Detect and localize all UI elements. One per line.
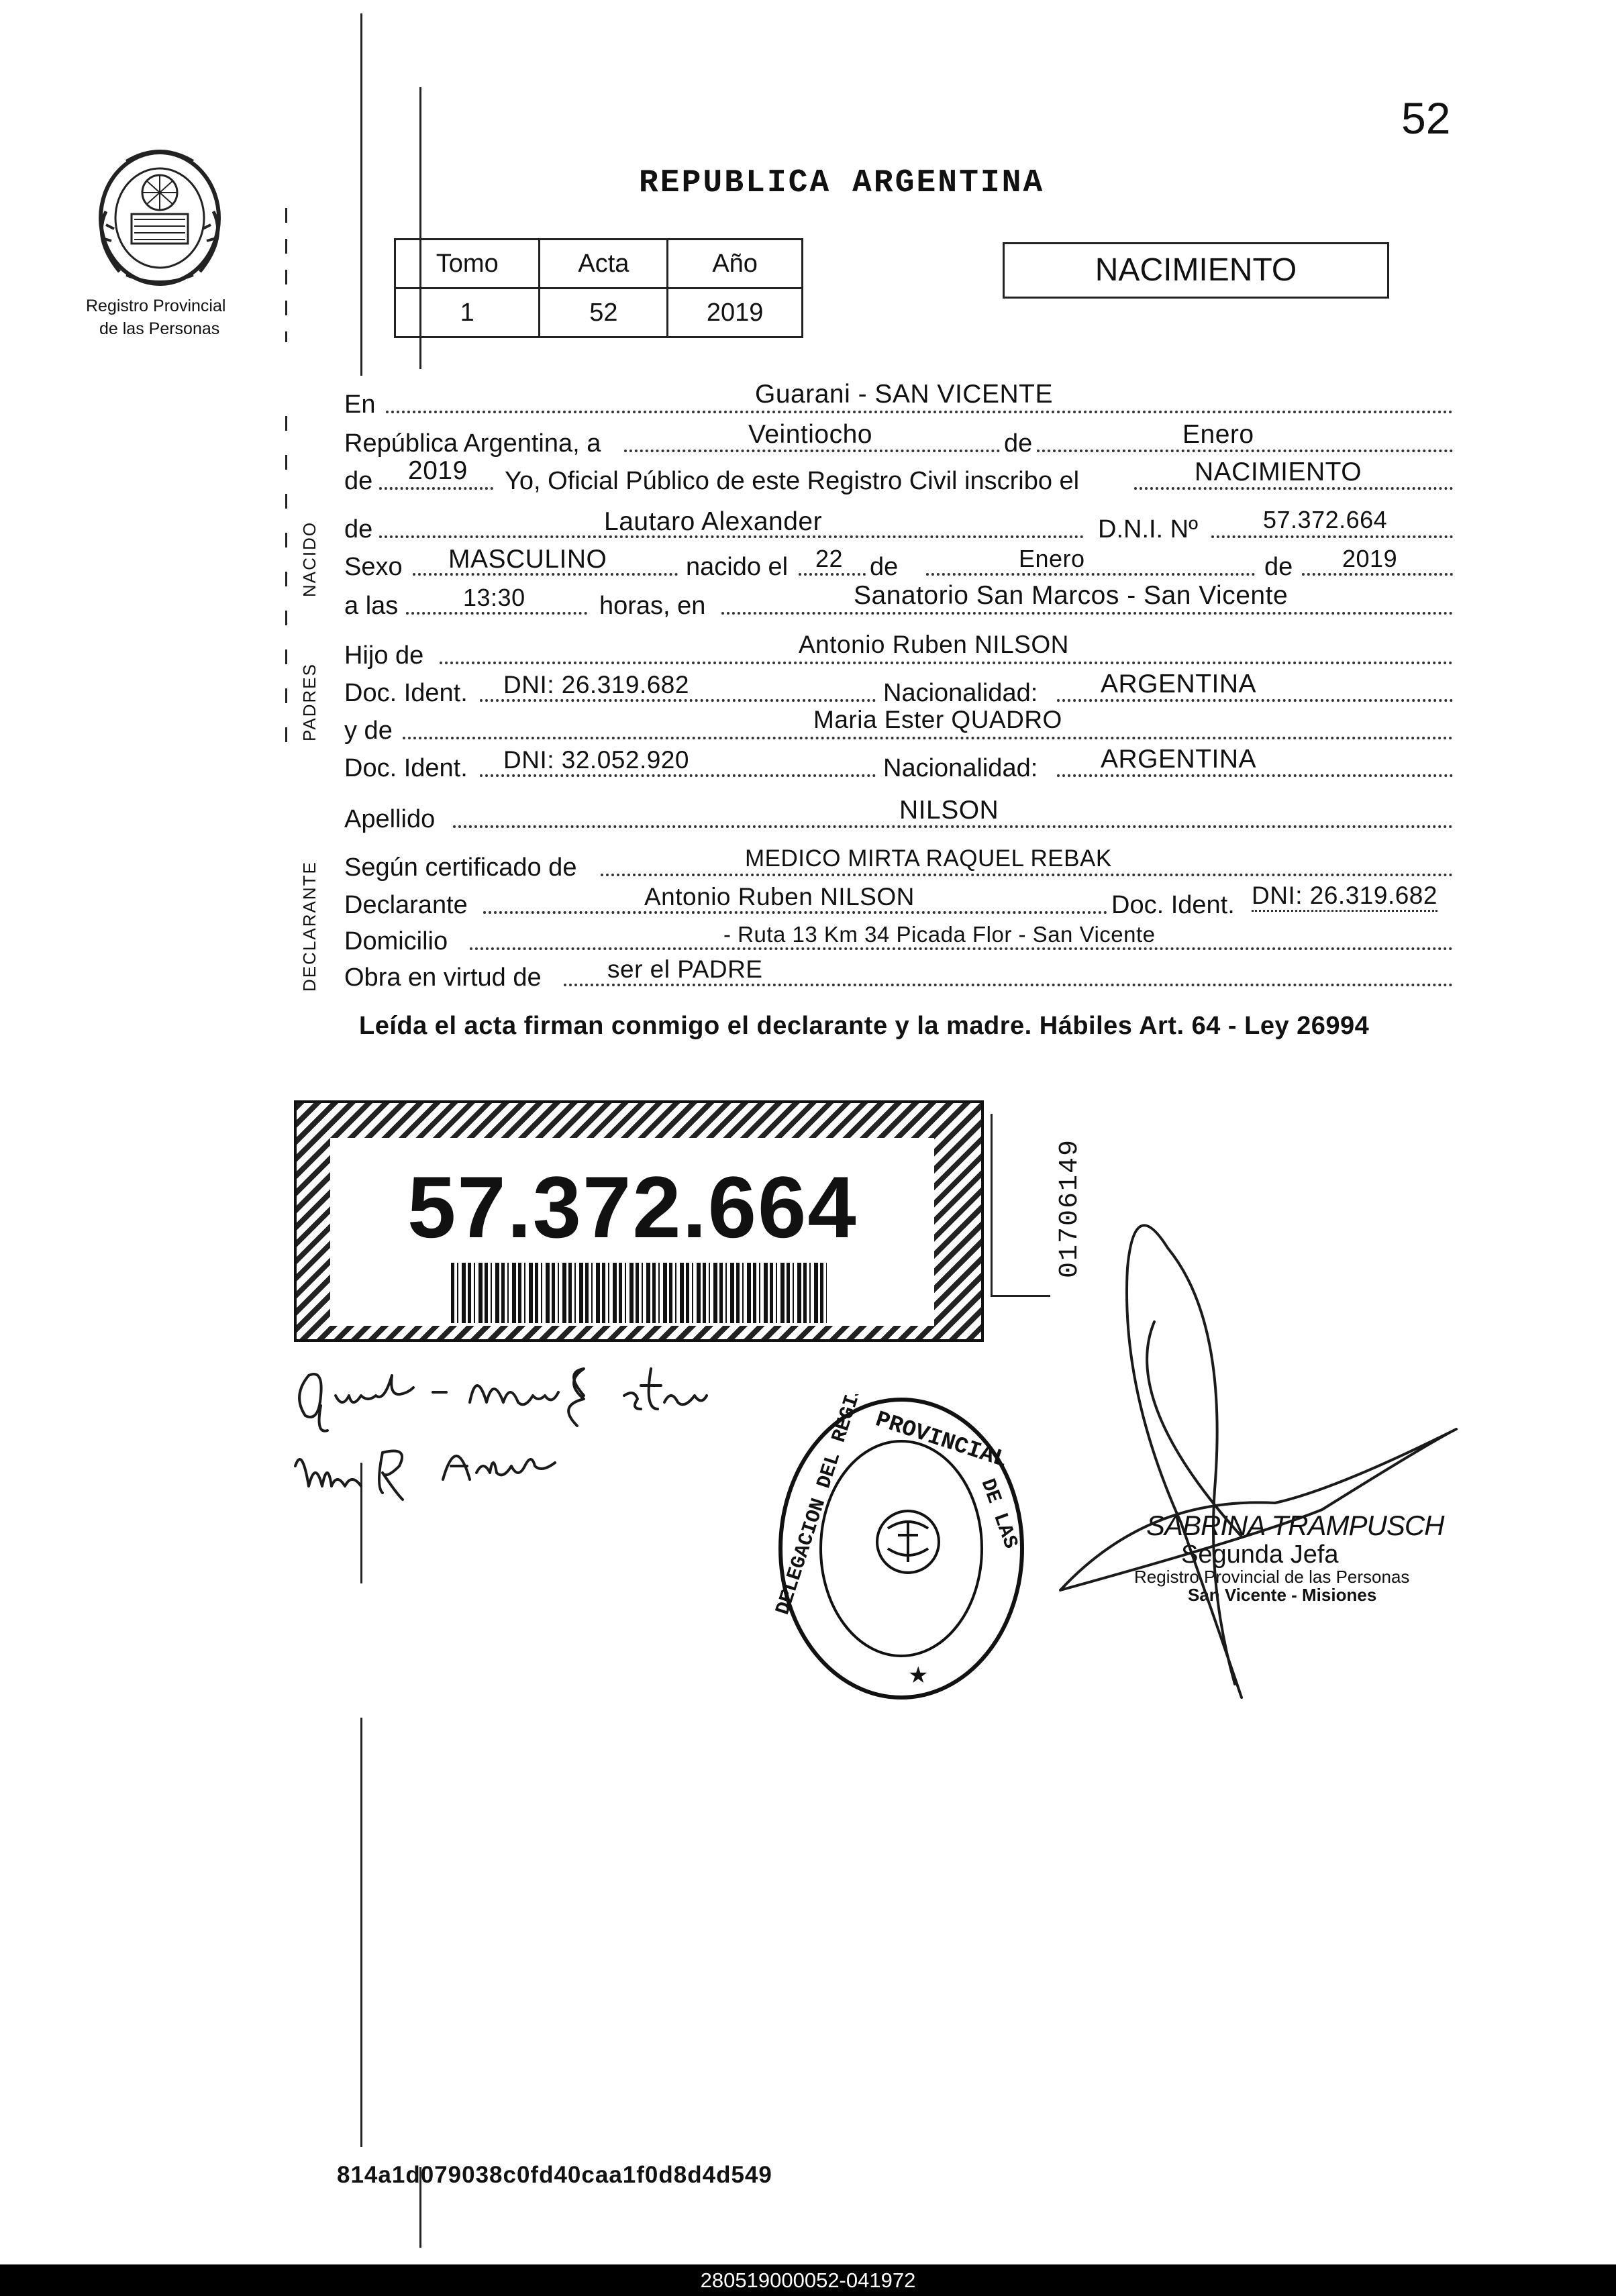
table-header-tomo: Tomo [395, 240, 540, 289]
dotted-line [564, 984, 1453, 986]
value-declarant: Antonio Ruben NILSON [644, 883, 915, 910]
registry-table [394, 238, 803, 338]
svg-text:★: ★ [908, 1663, 929, 1688]
dotted-line [403, 737, 1453, 739]
dotted-line [470, 947, 1453, 950]
official-location: San Vicente - Misiones [1188, 1585, 1377, 1605]
value-place: Guarani - SAN VICENTE [755, 380, 1053, 409]
value-capacity: ser el PADRE [607, 955, 763, 983]
svg-text:DE LAS: DE LAS [975, 1475, 1022, 1552]
province-seal-icon [79, 144, 240, 292]
dotted-line [799, 573, 866, 576]
dotted-line [483, 911, 1107, 914]
footer-bar [0, 2264, 1616, 2296]
value-month: Enero [1182, 420, 1254, 449]
label-domicilio: Domicilio [344, 927, 448, 955]
dni-sticker [294, 1100, 984, 1342]
label-de: de [1004, 429, 1033, 458]
label-y-de: y de [344, 717, 393, 745]
dotted-line [1057, 699, 1453, 702]
signature-maria-ester-quadro [289, 1355, 772, 1436]
dotted-line [453, 825, 1453, 828]
table-header-ano: Año [668, 240, 803, 289]
table-value-acta: 52 [540, 289, 668, 337]
label-doc-mother: Doc. Ident. [344, 754, 468, 782]
margin-cut-line [285, 208, 287, 342]
document-hash: 814a1d079038c0fd40caa1f0d8d4d549 [337, 2162, 772, 2188]
margin-cut-line [285, 416, 287, 765]
label-apellido: Apellido [344, 805, 436, 833]
official-signature [1054, 1188, 1537, 1718]
label-de2: de [870, 553, 899, 581]
dotted-line [480, 699, 876, 702]
province-logo [79, 144, 240, 292]
label-de3: de [1264, 553, 1293, 581]
label-hijo-de: Hijo de [344, 641, 424, 670]
value-father-nationality: ARGENTINA [1101, 670, 1257, 698]
value-day-words: Veintiocho [748, 420, 872, 449]
value-child-dni: 57.372.664 [1263, 506, 1388, 533]
label-republica: República Argentina, a [344, 429, 601, 458]
label-horas: horas, en [599, 592, 706, 620]
value-father-doc: DNI: 26.319.682 [503, 671, 689, 698]
official-name: SABRINA TRAMPUSCH [1146, 1510, 1444, 1541]
label-nacido-el: nacido el [686, 553, 789, 581]
svg-text:PROVINCIAL: PROVINCIAL [872, 1407, 1011, 1474]
dotted-line [406, 612, 587, 615]
label-doc-father: Doc. Ident. [344, 679, 468, 707]
label-de-name: de [344, 515, 373, 543]
value-surname: NILSON [899, 796, 999, 825]
label-obra: Obra en virtud de [344, 963, 542, 992]
label-a-las: a las [344, 592, 399, 620]
dotted-line [1302, 573, 1453, 576]
record-type-box [1003, 242, 1389, 299]
label-dni: D.N.I. Nº [1098, 515, 1198, 543]
logo-caption-line1: Registro Provincial [86, 297, 226, 315]
logo-caption-line2: de las Personas [99, 319, 220, 338]
side-label-padres: PADRES [299, 663, 319, 741]
footer-code: 280519000052-041972 [700, 2268, 916, 2292]
page-number: 52 [1401, 93, 1451, 143]
sticker-barcode [451, 1263, 827, 1323]
sticker-serial: 01706149 [1055, 1138, 1085, 1278]
value-sex: MASCULINO [448, 545, 607, 574]
document-title: REPUBLICA ARGENTINA [639, 165, 1045, 201]
registry-stamp [774, 1394, 1029, 1703]
dotted-line [1134, 487, 1453, 490]
value-mother-name: Maria Ester QUADRO [813, 706, 1062, 733]
official-title: Segunda Jefa [1181, 1541, 1339, 1569]
value-mother-doc: DNI: 32.052.920 [503, 746, 689, 774]
label-declarante: Declarante [344, 891, 468, 919]
table-header-acta: Acta [540, 240, 668, 289]
dotted-line [624, 450, 1000, 452]
value-declarant-doc: DNI: 26.319.682 [1252, 882, 1437, 912]
value-birth-year: 2019 [1342, 545, 1398, 572]
dotted-line [1037, 450, 1453, 452]
value-birth-month: Enero [1019, 545, 1085, 572]
label-sexo: Sexo [344, 553, 403, 581]
svg-text:DELEGACION DEL REGISTRO: DELEGACION DEL REGISTRO [774, 1394, 880, 1618]
dotted-line [1211, 535, 1453, 538]
value-father-name: Antonio Ruben NILSON [799, 631, 1069, 658]
label-de-year: de [344, 467, 373, 495]
side-label-declarante: DECLARANTE [299, 861, 319, 992]
value-certificate: MEDICO MIRTA RAQUEL REBAK [745, 845, 1112, 872]
table-value-ano: 2019 [668, 289, 803, 337]
label-inscribo: Yo, Oficial Público de este Registro Civil inscribo el [505, 467, 1080, 495]
label-decl-doc: Doc. Ident. [1111, 891, 1235, 919]
sticker-number: 57.372.664 [407, 1158, 858, 1256]
value-address: - Ruta 13 Km 34 Picada Flor - San Vicente [723, 922, 1156, 947]
dotted-line [379, 487, 493, 490]
value-birth-place: Sanatorio San Marcos - San Vicente [854, 581, 1289, 610]
label-segun: Según certificado de [344, 853, 577, 882]
label-nacionalidad-father: Nacionalidad: [883, 679, 1038, 707]
dotted-line [601, 874, 1453, 876]
stamp-seal-icon [774, 1394, 1029, 1703]
value-year: 2019 [408, 456, 468, 485]
dotted-line [721, 612, 1453, 615]
value-birth-time: 13:30 [463, 584, 525, 611]
label-nacionalidad-mother: Nacionalidad: [883, 754, 1038, 782]
value-child-name: Lautaro Alexander [604, 507, 823, 536]
official-registry: Registro Provincial de las Personas [1134, 1567, 1410, 1587]
signature-antonio-nilson [282, 1426, 631, 1506]
closing-text: Leída el acta firman conmigo el declarante y la madre. Hábiles Art. 64 - Ley 26994 [359, 1012, 1370, 1040]
dotted-line [926, 573, 1255, 576]
dotted-line [1057, 774, 1453, 777]
table-value-tomo: 1 [395, 289, 540, 337]
value-birth-day: 22 [815, 545, 844, 572]
dotted-line [440, 662, 1453, 664]
dotted-line [480, 774, 876, 777]
margin-cut-line [360, 1718, 362, 2147]
value-mother-nationality: ARGENTINA [1101, 745, 1257, 774]
side-label-nacido: NACIDO [299, 521, 319, 597]
label-en: En [344, 390, 376, 419]
margin-cut-line [360, 13, 362, 376]
value-act-type: NACIMIENTO [1195, 458, 1362, 486]
serial-bracket [991, 1114, 1050, 1297]
dotted-line [386, 411, 1453, 413]
record-type: NACIMIENTO [1095, 252, 1297, 288]
